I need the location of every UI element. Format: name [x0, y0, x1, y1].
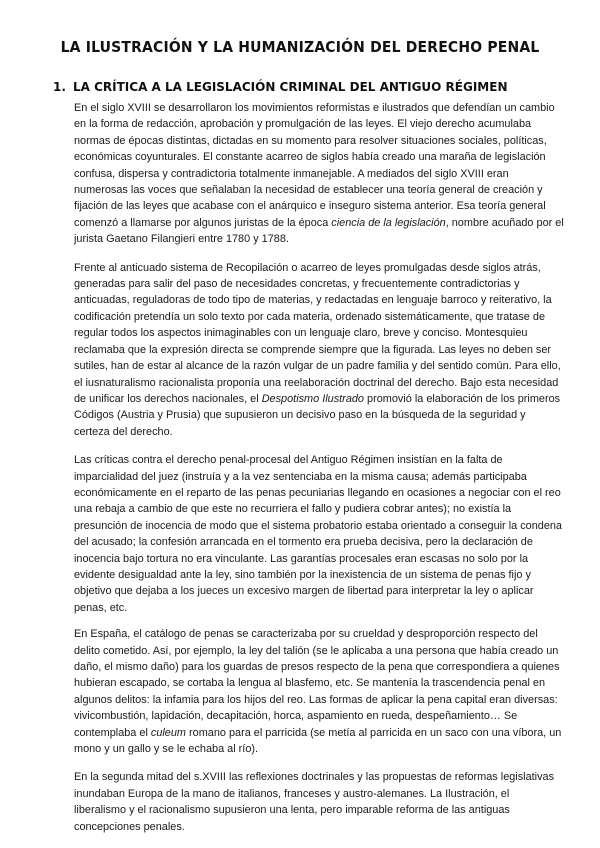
page-title: LA ILUSTRACIÓN Y LA HUMANIZACIÓN DEL DERECHO PENAL [60, 38, 540, 56]
paragraph-4-text: En España, el catálogo de penas se caracterizaba por su crueldad y desproporción respecto del delito cometido. Así, por ejemplo, la ley del talión (se le aplicaba a una persona que había creado un daño, el mismo daño) para los guardas de presos respecto de la pena que correspondiera a quienes hubieran escapado, se cortaba la lengua al blasfemo, etc. Se mantenía la trascendencia penal en algunos delitos: la infamia para los hijos del reo. Las formas de aplicar la pena capital eran diversas: vivicombustión, lapidación, decapitación, horca, aspamiento en rueda, despeñamiento… Se contemplaba el [74, 628, 560, 739]
paragraph-2-text: Frente al anticuado sistema de Recopilación o acarreo de leyes promulgadas desde siglos atrás, generadas para salir del paso de necesidades concretas, y frecuentemente contradictorias y anticuadas, reguladoras de todo tipo de materias, y redactadas en lenguaje barroco y reiterativo, la codificación pretendía un solo texto por cada materia, ordenado sistemáticamente, que tratase de regular todos los aspectos inimaginables con un lenguaje claro, breve y conciso. Montesquieu reclamaba que la expresión directa se comprende siempre que la figurada. Las leyes no deben ser sutiles, han de estar al alcance de la razón vulgar de un padre familia y del sentido común. Para ello, el iusnaturalismo racionalista proponía una reelaboración doctrinal del derecho. Bajo esta necesidad de unificar los derechos nacionales, el [74, 261, 561, 405]
paragraph-2 [74, 260, 564, 440]
paragraph-1 [74, 100, 564, 248]
paragraph-1-text-end: , nombre acuñado por el jurista Gaetano Filangieri entre 1780 y 1788. [74, 216, 564, 246]
paragraph-1-text: En el siglo XVIII se desarrollaron los movimientos reformistas e ilustrados que defendían un cambio en la forma de redacción, aprobación y promulgación de las leyes. El viejo derecho acumulaba normas de épocas distintas, dictadas en su momento para resolver situaciones sociales, políticas, económicas coyunturales. El constante acarreo de siglos había creado una maraña de legislación confusa, dispersa y contradictoria totalmente inmanejable. A mediados del siglo XVIII eran numerosas las voces que señalaban la necesidad de establecer una teoría general de creación y fijación de las leyes que acabase con el anárquico e inseguro sistema anterior. Esa teoría general comenzó a llamarse por algunos juristas de la época [74, 102, 555, 229]
paragraph-3: Las críticas contra el derecho penal-procesal del Antiguo Régimen insistían en la falta de imparcialidad del juez (instruía y a la vez sentenciaba en la misma causa; además participaba económicamente en el reparto de las penas pecuniarias llegando en ocasiones a negociar con el reo una rebaja a cambio de que este no recurriera el fallo y pudiera cobrar antes); no existía la presunción de inocencia de modo que el sistema probatorio estaba orientado a conseguir la condena del acusado; la confesión arrancada en el tormento era prueba decisiva, pero la declaración de inocencia bajo tortura no era vinculante. Las garantías procesales eran escasas no solo por la evidente desigualdad ante la ley, sino también por la inexistencia de un sistema de penas fijo y objetivo que dejaba a los jueces un excesivo margen de libertad para interpretar la ley o aplicar penas, etc. [74, 454, 562, 614]
section-title: LA CRÍTICA A LA LEGISLACIÓN CRIMINAL DEL ANTIGUO RÉGIMEN [73, 80, 508, 94]
paragraph-2-text-end: promovió la elaboración de los primeros Códigos (Austria y Prusia) que supusieron un decisivo paso en la búsqueda de la seguridad y certeza del derecho. [74, 392, 561, 438]
paragraph-1-italic: ciencia de la legislación [331, 216, 446, 229]
section-number: 1. [53, 80, 66, 94]
paragraph-4 [74, 626, 564, 757]
body-text [74, 100, 564, 847]
section-heading [53, 80, 508, 94]
paragraph-2-italic: Despotismo Ilustrado [261, 392, 364, 405]
paragraph-5: En la segunda mitad del s.XVIII las reflexiones doctrinales y las propuestas de reformas legislativas inundaban Europa de la mano de italianos, franceses y austro-alemanes. La Ilustración, el liberalismo y el racionalismo supusieron una lenta, pero imparable reforma de las antiguas concepciones penales. [74, 771, 555, 833]
paragraph-4-text-end: romano para el parricida (se metía al parricida en un saco con una víbora, un mono y un gallo y se le echaba al río). [74, 726, 562, 756]
paragraph-4-italic: culeum [150, 726, 186, 739]
